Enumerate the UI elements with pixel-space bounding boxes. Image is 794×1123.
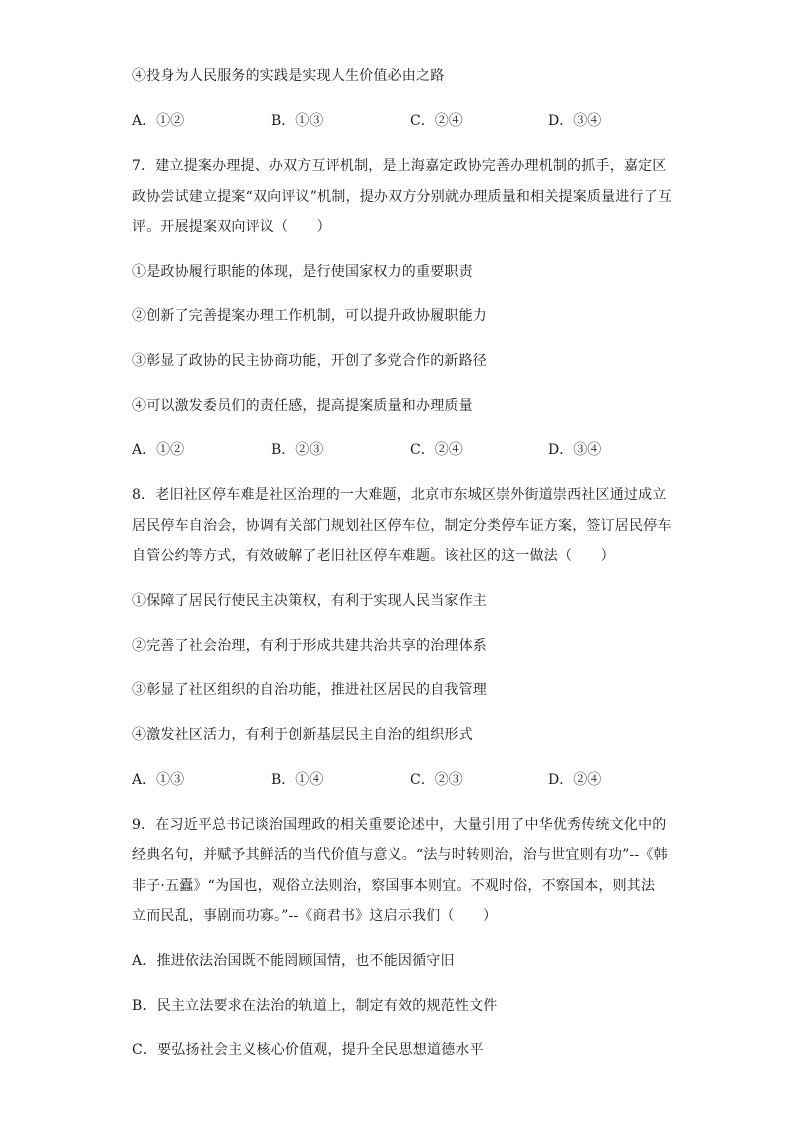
q9-stem-line-1: 9．在习近平总书记谈治国理政的相关重要论述中，大量引用了中华优秀传统文化中的 bbox=[132, 817, 667, 833]
q8-statement-2: ②完善了社会治理，有利于形成共建共治共享的治理体系 bbox=[132, 638, 487, 654]
q7-options bbox=[132, 440, 672, 460]
q6-option-d[interactable]: D．③④ bbox=[548, 113, 602, 129]
q7-option-b[interactable]: B．②③ bbox=[271, 442, 324, 458]
q7-statement-2: ②创新了完善提案办理工作机制，可以提升政协履职能力 bbox=[132, 308, 487, 324]
q8-statement-4: ④激发社区活力，有利于创新基层民主自治的组织形式 bbox=[132, 727, 473, 743]
q7-stem-line-3: 评。开展提案双向评议（ ） bbox=[132, 219, 331, 235]
q7-statement-1: ①是政协履行职能的体现，是行使国家权力的重要职责 bbox=[132, 264, 473, 280]
q9-choice-c[interactable]: C．要弘扬社会主义核心价值观，提升全民思想道德水平 bbox=[132, 1042, 484, 1058]
q6-option-c[interactable]: C．②④ bbox=[410, 113, 463, 129]
q8-option-d[interactable]: D．②④ bbox=[548, 772, 602, 788]
q9-choice-b[interactable]: B．民主立法要求在法治的轨道上，制定有效的规范性文件 bbox=[132, 998, 498, 1014]
q7-option-d[interactable]: D．③④ bbox=[548, 442, 602, 458]
q7-stem-line-1: 7．建立提案办理提、办双方互评机制，是上海嘉定政协完善办理机制的抓手，嘉定区 bbox=[132, 158, 667, 174]
q9-choice-a[interactable]: A．推进依法治国既不能罔顾国情，也不能因循守旧 bbox=[132, 953, 455, 969]
q9-stem-line-4: 立而民乱，事剧而功寡。”--《商君书》这启示我们（ ） bbox=[132, 908, 498, 924]
q8-options bbox=[132, 770, 672, 790]
q8-stem-line-1: 8．老旧社区停车难是社区治理的一大难题，北京市东城区崇外街道崇西社区通过成立 bbox=[132, 487, 667, 503]
q9-stem-line-2: 经典名句，并赋予其鲜活的当代价值与意义。“法与时转则治，治与世宜则有功”--《韩 bbox=[132, 847, 668, 863]
q8-option-b[interactable]: B．①④ bbox=[271, 772, 324, 788]
q7-stem-line-2: 政协尝试建立提案“双向评议”机制，提办双方分别就办理质量和相关提案质量进行了互 bbox=[132, 189, 673, 205]
q8-statement-3: ③彰显了社区组织的自治功能，推进社区居民的自我管理 bbox=[132, 682, 487, 698]
q7-statement-4: ④可以激发委员们的责任感，提高提案质量和办理质量 bbox=[132, 398, 473, 414]
q8-statement-1: ①保障了居民行使民主决策权，有利于实现人民当家作主 bbox=[132, 593, 487, 609]
q6-option-b[interactable]: B．①③ bbox=[271, 113, 324, 129]
q8-option-c[interactable]: C．②③ bbox=[410, 772, 463, 788]
q8-stem-line-3: 自管公约等方式，有效破解了老旧社区停车难题。该社区的这一做法（ ） bbox=[132, 548, 615, 564]
q6-option-a[interactable]: A．①② bbox=[132, 113, 185, 129]
q8-stem-line-2: 居民停车自治会，协调有关部门规划社区停车位，制定分类停车证方案，签订居民停车 bbox=[132, 518, 672, 534]
q6-statement-4: ④投身为人民服务的实践是实现人生价值必由之路 bbox=[132, 68, 445, 84]
q8-option-a[interactable]: A．①③ bbox=[132, 772, 185, 788]
q9-stem-line-3: 非子·五蠹》“为国也，观俗立法则治，察国事本则宜。不观时俗，不察国本，则其法 bbox=[132, 878, 656, 894]
q6-options bbox=[132, 111, 672, 131]
q7-statement-3: ③彰显了政协的民主协商功能，开创了多党合作的新路径 bbox=[132, 353, 487, 369]
q7-option-c[interactable]: C．②④ bbox=[410, 442, 463, 458]
q7-option-a[interactable]: A．①② bbox=[132, 442, 185, 458]
